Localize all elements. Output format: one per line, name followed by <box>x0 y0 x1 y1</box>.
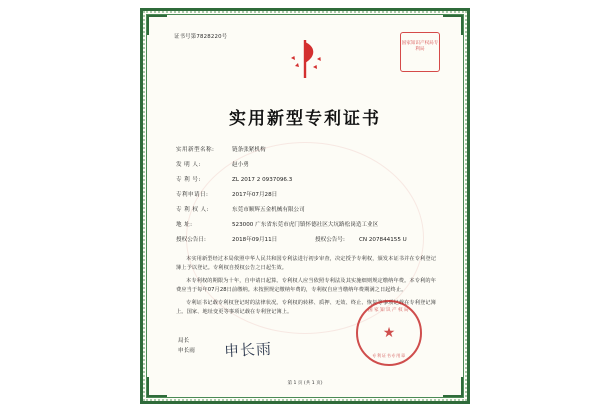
official-round-seal <box>356 300 422 366</box>
seal-star-icon: ★ <box>382 325 396 341</box>
grant-date <box>176 237 315 245</box>
grant-row <box>176 237 454 245</box>
field-value: 赵小勇 <box>232 162 249 169</box>
field-label: 授权公告日: <box>176 237 206 244</box>
field-label: 发 明 人: <box>176 162 201 169</box>
handwritten-signature: 申长雨 <box>223 339 273 361</box>
field-value: ZL 2017 2 0937096.3 <box>232 177 293 184</box>
seal-top-text: 国家知识产权局 <box>368 308 410 313</box>
top-right-seal: 国家知识产权局专利局 <box>400 32 440 72</box>
field-label: 授权公告号: <box>315 237 345 244</box>
field-value: 东莞市顺辉五金机械有限公司 <box>232 207 305 214</box>
certificate-title: 实用新型专利证书 <box>229 109 381 129</box>
field-row <box>176 147 454 155</box>
field-value: 523000 广东省东莞市虎门镇怀德社区大坑路松岗造工业区 <box>232 222 379 229</box>
director-name-label: 申长雨 <box>178 347 195 354</box>
legal-paragraph: 本专利权的期限为十年，自申请日起算。专利权人应当依照专利法及其实施细则规定缴纳年费。本专利的年费应当于每年07月28日前缴纳。未按照规定缴纳年费的，专利权自应当缴纳年费期满之日起终止。 <box>176 278 436 294</box>
certificate-content <box>156 22 454 390</box>
field-row-address <box>176 222 454 230</box>
field-row <box>176 192 454 200</box>
field-value: 链条张紧机构 <box>232 147 266 153</box>
legal-paragraph: 专利证书记载专利权登记时的法律状况。专利权的转移、质押、无效、终止、恢复等事项记载在专利登记簿上。国家、地址变更等事项记载在专利登记簿上。 <box>176 300 436 316</box>
legal-paragraph: 本实用新型经过本局依照中华人民共和国专利法进行初步审查，决定授予专利权，颁发本证书并在专利登记簿上予以登记。专利权自授权公告之日起生效。 <box>176 255 436 271</box>
field-row <box>176 177 454 185</box>
field-label: 专利申请日: <box>176 192 209 199</box>
patent-certificate <box>140 8 470 404</box>
page-footer: 第 1 页 (共 1 页) <box>287 381 323 386</box>
field-value: 2018年09月11日 <box>232 237 278 244</box>
field-value: CN 207844155 U <box>359 237 407 244</box>
field-label: 专 利 权 人: <box>176 207 209 214</box>
field-row <box>176 162 454 170</box>
field-row <box>176 207 454 215</box>
patent-office-logo-icon <box>282 36 328 82</box>
certificate-fields <box>176 147 454 245</box>
field-value: 2017年07月28日 <box>232 192 278 199</box>
certificate-number: 证书号第7828220号 <box>174 34 228 40</box>
field-label: 地 址: <box>176 222 193 229</box>
director-role-label: 局长 <box>178 337 190 344</box>
field-label: 实用新型名称: <box>176 147 215 153</box>
field-label: 专 利 号: <box>176 177 201 184</box>
seal-bottom-text: 专利证书专用章 <box>372 353 406 358</box>
signature-labels <box>178 336 195 356</box>
grant-publication-number <box>315 237 454 245</box>
